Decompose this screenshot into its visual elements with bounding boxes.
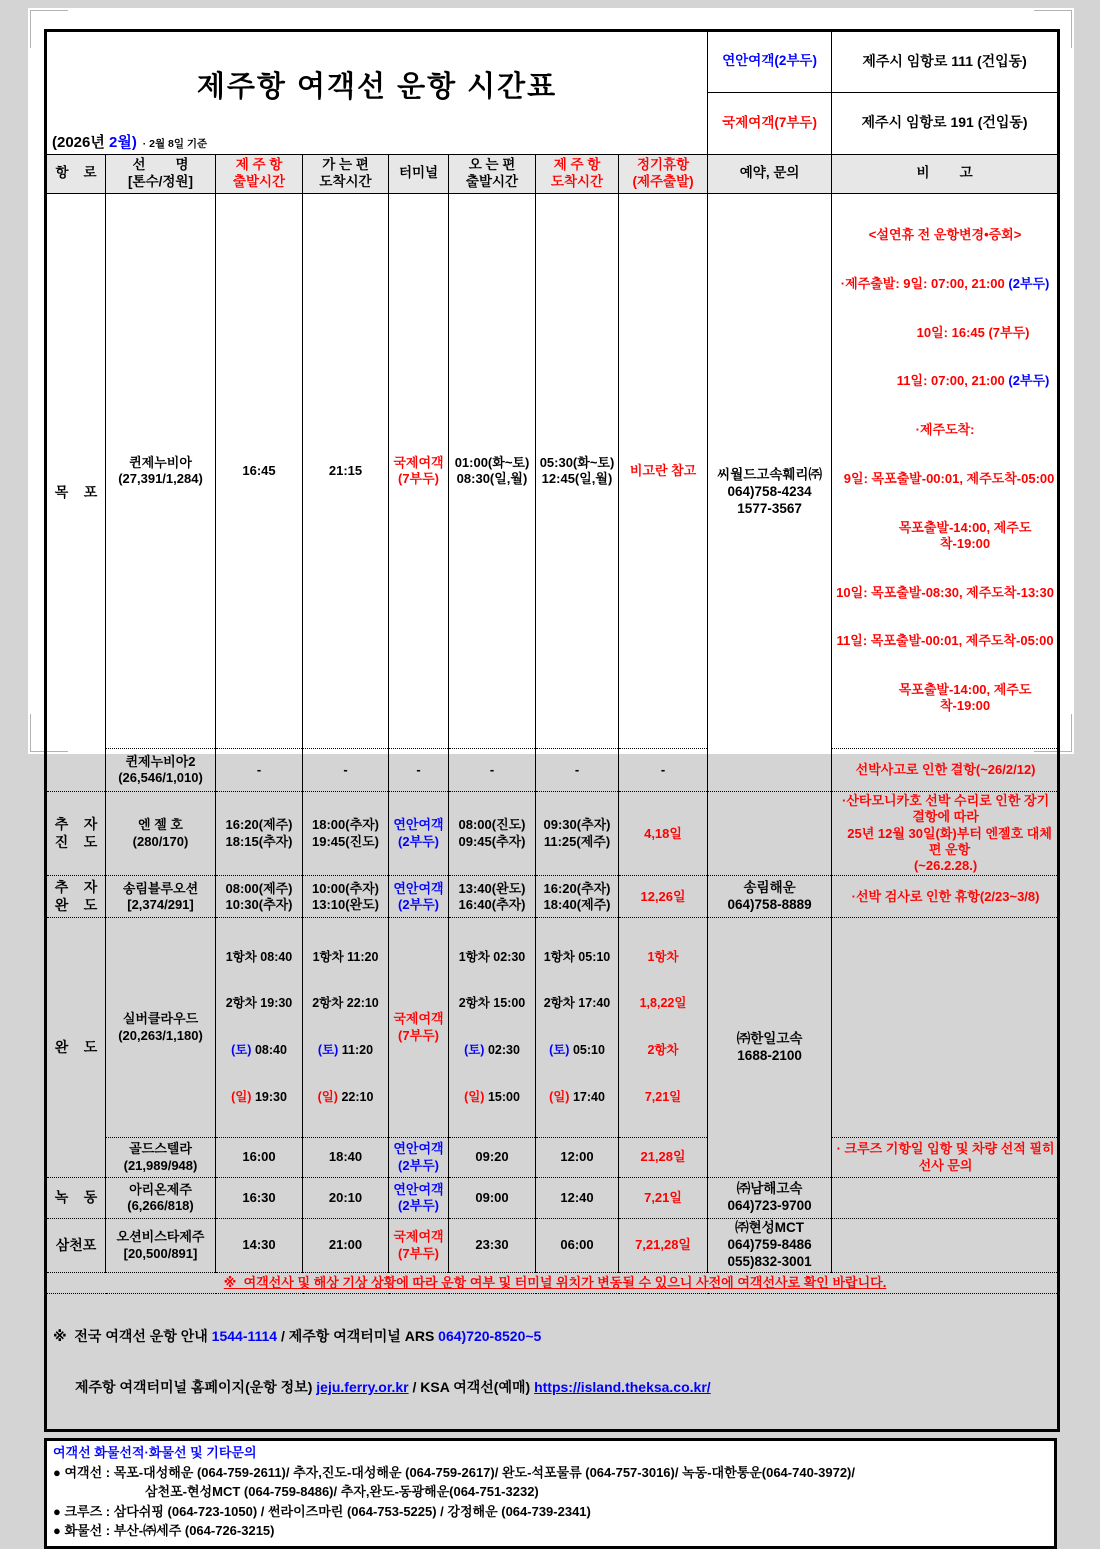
route-line: 추 자 <box>54 879 98 896</box>
ferry-timetable <box>44 29 1060 1432</box>
ship-spec: (6,266/818) <box>127 1198 194 1213</box>
time-line: 1항차 02:30 <box>458 949 526 964</box>
return-dep-time: 23:30 <box>449 1219 536 1273</box>
note-line: ·제주도착: <box>915 422 975 437</box>
note-line: (~26.2.28.) <box>913 858 978 873</box>
time-line: 05:30(화~토) <box>539 454 615 470</box>
col-hol-line2: (제주출발) <box>632 173 694 189</box>
coastal-terminal-address: 제주시 임항로 111 (건입동) <box>832 31 1059 93</box>
note-line <box>835 276 1055 292</box>
terminal-intl <box>389 1219 449 1273</box>
no-sail-days: 21,28일 <box>619 1138 708 1178</box>
terminal-name: 연안여객 <box>393 880 444 896</box>
dep-time: 14:30 <box>216 1219 303 1273</box>
route-nokdong: 녹 동 <box>46 1178 106 1219</box>
col-ship-line1: 선 명 <box>132 156 189 172</box>
time-line <box>449 1090 535 1106</box>
note-songlim: ·선박 검사로 인한 휴항(2/23~3/8) <box>832 876 1059 918</box>
national-info-phone: 1544-1114 <box>211 1327 278 1344</box>
page-title: 제주항 여객선 운항 시간표 <box>196 70 558 103</box>
table-row <box>46 918 1059 1138</box>
ship-name: 송림블루오션 <box>122 880 199 896</box>
day-tag-sat: (토) <box>231 1043 252 1058</box>
time-line: 1항차 11:20 <box>312 949 379 964</box>
table-row <box>46 792 1059 876</box>
route-chuja-jindo <box>46 792 106 876</box>
no-sail-days: 비고란 참고 <box>619 193 708 749</box>
intl-terminal-address: 제주시 임항로 191 (건입동) <box>832 92 1059 154</box>
operator-name: 씨월드고속훼리㈜ <box>717 466 822 482</box>
day-tag-sun: (일) <box>317 1090 338 1105</box>
ship-spec: (26,546/1,010) <box>118 770 203 785</box>
ship-silver-cloud <box>106 918 216 1138</box>
table-row <box>46 1273 1059 1294</box>
contact-songlim <box>708 876 832 918</box>
arr-time <box>303 876 389 918</box>
jeju-arr-time <box>536 193 619 749</box>
time-line: 2항차 19:30 <box>225 996 293 1011</box>
route-samcheonpo: 삼천포 <box>46 1219 106 1273</box>
ship-spec: (280/170) <box>132 833 189 849</box>
col-dep-line2: 출발시간 <box>232 173 286 189</box>
ship-arion-jeju <box>106 1178 216 1219</box>
time-line: 13:10(완도) <box>311 896 380 912</box>
terminal-pier: (2부두) <box>397 833 439 849</box>
dep-time: - <box>216 749 303 792</box>
time-line: 10:00(추자) <box>311 880 380 896</box>
dep-time: 16:45 <box>216 193 303 749</box>
time-value: 22:10 <box>337 1090 374 1105</box>
cargo-inquiry-box <box>44 1438 1057 1549</box>
route-mokpo: 목 포 <box>46 193 106 792</box>
phone-number: 1688-2100 <box>737 1047 802 1063</box>
route-wando: 완 도 <box>46 918 106 1178</box>
dep-time <box>216 918 303 1138</box>
time-line: 08:00(제주) <box>225 880 293 896</box>
time-line: 2항차 15:00 <box>458 996 526 1011</box>
time-value: 17:40 <box>569 1090 605 1105</box>
ars-phone: 064)720-8520~5 <box>438 1327 542 1344</box>
ship-name: 오션비스타제주 <box>116 1229 205 1245</box>
col-arr-line1: 가 는 편 <box>322 156 369 172</box>
time-line: 09:45(추자) <box>458 833 526 849</box>
terminal-name: 연안여객 <box>393 817 444 833</box>
terminal-coastal <box>389 792 449 876</box>
col-contact: 예약, 문의 <box>708 154 832 193</box>
note-line: 10일: 목포출발-08:30, 제주도착-13:30 <box>836 584 1054 600</box>
col-ship-line2: [톤수/정원] <box>128 173 193 189</box>
jeju-arr-time <box>536 792 619 876</box>
no-sail-days <box>619 918 708 1138</box>
day-tag-sat: (토) <box>317 1043 339 1058</box>
terminal-coastal <box>389 1138 449 1178</box>
day-tag-sun: (일) <box>231 1090 252 1105</box>
return-dep-time: 09:00 <box>449 1178 536 1219</box>
time-line <box>303 1043 388 1059</box>
document-page <box>28 8 1074 1539</box>
time-line <box>216 1043 302 1059</box>
cargo-line-passenger: ● 여객선 : 목포-대성해운 (064-759-2611)/ 추자,진도-대성해운 (064-759-2617)/ 완도-석포물류 (064-757-3016)/ 녹동-대한통운(064-740-3972)/ <box>53 1464 855 1480</box>
return-dep-time <box>449 918 536 1138</box>
info-text: ※ 전국 여객선 운항 안내 <box>53 1327 212 1344</box>
arr-time: 21:00 <box>303 1219 389 1273</box>
time-line: 08:00(진도) <box>458 817 526 833</box>
jeju-arr-time: - <box>536 749 619 792</box>
time-line: 16:20(제주) <box>225 817 293 833</box>
time-line: 2항차 17:40 <box>543 996 611 1011</box>
col-ret-line2: 출발시간 <box>465 173 519 189</box>
cargo-line-cruise: ● 크루즈 : 삼다쉬핑 (064-723-1050) / 썬라이즈마린 (064-753-5225) / 강정해운 (064-739-2341) <box>53 1503 591 1519</box>
return-dep-time <box>449 792 536 876</box>
day-tag-sun: (일) <box>464 1090 485 1105</box>
dep-time: 16:30 <box>216 1178 303 1219</box>
col-terminal: 터미널 <box>389 154 449 193</box>
terminal-name: 국제여객 <box>393 454 444 470</box>
col-jeju-departure <box>216 154 303 193</box>
holiday-line: 1항차 <box>647 949 679 964</box>
no-sail-days: 4,18일 <box>619 792 708 876</box>
terminal-name: 국제여객 <box>393 1229 444 1245</box>
note-seg: ·제주출발: 9일: 07:00, 21:00 <box>840 275 1009 291</box>
note-empty <box>832 1178 1059 1219</box>
phone-info-line <box>47 1327 1057 1346</box>
note-seg: (2부두) <box>1008 275 1050 291</box>
ship-songlim <box>106 876 216 918</box>
table-row <box>46 1178 1059 1219</box>
col-ret-line1: 오 는 편 <box>468 156 516 172</box>
phone-number: 064)758-4234 <box>727 483 812 499</box>
terminal-name: 연안여객 <box>393 1141 444 1157</box>
terminal-intl <box>389 918 449 1138</box>
ship-name: 골드스텔라 <box>129 1141 192 1157</box>
title-cell <box>46 31 708 155</box>
note-line: 11일: 목포출발-00:01, 제주도착-05:00 <box>836 633 1054 649</box>
terminal: - <box>389 749 449 792</box>
cargo-box-title: 여객선 화물선적·화물선 및 기타문의 <box>53 1445 257 1461</box>
ship-name: 퀸제누비아 <box>129 454 192 470</box>
terminal-coastal <box>389 1178 449 1219</box>
info-notice <box>46 1294 1059 1431</box>
time-line <box>303 1090 388 1106</box>
cargo-line-passenger2: 삼천포-현성MCT (064-759-8486)/ 추자,완도-동광해운(064-751-3232) <box>145 1484 539 1500</box>
ship-ocean-vista <box>106 1219 216 1273</box>
route-line: 진 도 <box>54 833 98 850</box>
jeju-arr-time: 12:40 <box>536 1178 619 1219</box>
no-sail-days: 12,26일 <box>619 876 708 918</box>
operator-name: ㈜남해고속 <box>736 1181 803 1197</box>
holiday-line: 2항차 <box>647 1043 679 1058</box>
time-line: 16:20(추자) <box>543 880 611 896</box>
note-line: 10일: 16:45 (7부두) <box>916 324 1030 340</box>
cargo-line-freighter: ● 화물선 : 부산-㈜세주 (064-726-3215) <box>53 1523 275 1539</box>
time-value: 11:20 <box>338 1043 374 1058</box>
return-dep-time: 09:20 <box>449 1138 536 1178</box>
holiday-line: 1,8,22일 <box>639 996 687 1011</box>
note-seg: 11일: 07:00, 21:00 <box>896 373 1009 389</box>
note-seg: (2부두) <box>1008 373 1050 389</box>
time-line: 18:00(추자) <box>311 817 380 833</box>
note-line: 9일: 목포출발-00:01, 제주도착-05:00 <box>843 470 1055 486</box>
arr-time <box>303 918 389 1138</box>
col-regular-no-sail <box>619 154 708 193</box>
info-text: / KSA 여객선(예매) <box>408 1378 535 1395</box>
time-line <box>449 1043 535 1059</box>
time-line: 09:30(추자) <box>543 817 611 833</box>
time-line: 1항차 05:10 <box>543 949 611 964</box>
jeju-arr-time <box>536 876 619 918</box>
time-line: 19:45(진도) <box>311 833 380 849</box>
time-line: 12:45(일,월) <box>541 470 613 486</box>
ship-queen-jenuvia <box>106 193 216 749</box>
time-line: 08:30(일,월) <box>456 470 528 486</box>
return-dep-time: - <box>449 749 536 792</box>
col-note: 비 고 <box>832 154 1059 193</box>
operator-name: ㈜현성MCT <box>735 1220 804 1236</box>
dep-time: 16:00 <box>216 1138 303 1178</box>
website-info-line <box>47 1378 1057 1397</box>
holiday-line: 7,21일 <box>644 1090 682 1105</box>
return-dep-time <box>449 876 536 918</box>
arr-time <box>303 792 389 876</box>
note-line <box>835 373 1055 389</box>
terminal-pier: (7부두) <box>397 1245 439 1261</box>
terminal-intl <box>389 193 449 749</box>
table-row <box>46 876 1059 918</box>
terminal-pier: (7부두) <box>397 1027 439 1043</box>
table-row <box>46 193 1059 749</box>
time-value: 05:10 <box>569 1043 605 1058</box>
ship-queen-jenuvia2 <box>106 749 216 792</box>
time-line: 01:00(화~토) <box>454 454 530 470</box>
ship-angel <box>106 792 216 876</box>
ship-spec: [2,374/291] <box>127 896 194 912</box>
terminal-pier: (2부두) <box>397 1198 439 1213</box>
contact-namhae <box>708 1178 832 1219</box>
col-arr-line2: 도착시간 <box>319 173 372 189</box>
date-line <box>52 134 207 153</box>
ksa-booking-link[interactable]: https://island.theksa.co.kr/ <box>534 1378 711 1395</box>
time-line: 2항차 22:10 <box>312 996 379 1011</box>
note-line: 25년 12월 30일(화)부터 엔젤호 대체편 운항 <box>847 825 1052 857</box>
phone-number: 1577-3567 <box>737 500 802 516</box>
col-jarr-line1: 제 주 항 <box>553 156 601 172</box>
time-line: 18:15(추자) <box>225 833 293 849</box>
note-gold-stella: · 크루즈 기항일 입항 및 차량 선적 필히 선사 문의 <box>832 1138 1059 1178</box>
table-row <box>46 1219 1059 1273</box>
ship-gold-stella <box>106 1138 216 1178</box>
operator-name: 송림해운 <box>743 879 796 895</box>
col-dep-line1: 제 주 항 <box>235 156 283 172</box>
ship-spec: [20,500/891] <box>123 1245 198 1261</box>
route-line: 추 자 <box>54 816 98 833</box>
col-inbound-departure <box>449 154 536 193</box>
phone-number: 064)758-8889 <box>727 896 812 912</box>
ship-spec: (21,989/948) <box>123 1157 198 1173</box>
route-line: 완 도 <box>54 896 98 913</box>
time-value: 08:40 <box>251 1043 287 1058</box>
note-line: ·산타모니카호 선박 수리로 인한 장기결항에 따라 <box>842 793 1050 825</box>
info-text: 제주항 여객터미널 홈페이지(운항 정보) <box>75 1378 317 1395</box>
weather-notice: ※ 여객선사 및 해상 기상 상황에 따라 운항 여부 및 터미널 위치가 변동될 수 있으니 사전에 여객선사로 확인 바랍니다. <box>46 1273 1059 1294</box>
time-line <box>216 1090 302 1106</box>
col-outbound-arrival <box>303 154 389 193</box>
contact-seaworld <box>708 193 832 792</box>
no-sail-days: 7,21일 <box>619 1178 708 1219</box>
table-row <box>46 1294 1059 1431</box>
date-month: 2월) <box>109 133 137 151</box>
note-empty <box>832 918 1059 1138</box>
document-content <box>44 29 1058 1549</box>
dep-time <box>216 792 303 876</box>
jeju-arr-time: 12:00 <box>536 1138 619 1178</box>
ship-name: 퀸제누비아2 <box>125 753 196 769</box>
time-line: 16:40(추자) <box>458 896 526 912</box>
arr-time: - <box>303 749 389 792</box>
terminal-pier: (2부두) <box>397 1157 439 1173</box>
time-line: 13:40(완도) <box>458 880 526 896</box>
phone-number: 064)759-8486 <box>727 1237 812 1253</box>
return-dep-time <box>449 193 536 749</box>
col-route: 항 로 <box>46 154 106 193</box>
route-chuja-wando <box>46 876 106 918</box>
table-row <box>46 749 1059 792</box>
col-jarr-line2: 도착시간 <box>550 173 604 189</box>
contact-hanil <box>708 918 832 1178</box>
arr-time: 18:40 <box>303 1138 389 1178</box>
note-empty <box>832 1219 1059 1273</box>
date-year: (2026년 <box>52 133 110 151</box>
ship-spec: (27,391/1,284) <box>118 470 203 486</box>
terminal-pier: (2부두) <box>397 896 439 912</box>
note-line: 목포출발-14:00, 제주도착-19:00 <box>898 519 1032 551</box>
time-value: 19:30 <box>251 1090 287 1105</box>
time-line: 18:40(제주) <box>543 896 611 912</box>
contact-empty <box>708 792 832 876</box>
coastal-terminal-label: 연안여객(2부두) <box>708 31 832 93</box>
time-value: 02:30 <box>484 1043 520 1058</box>
jeju-arr-time <box>536 918 619 1138</box>
note-line: <설연휴 전 운항변경•증회> <box>868 227 1022 242</box>
time-line: 11:25(제주) <box>543 833 611 849</box>
note-mokpo <box>832 193 1059 749</box>
note-line: 목포출발-14:00, 제주도착-19:00 <box>898 682 1032 714</box>
phone-number: 055)832-3001 <box>727 1253 812 1269</box>
day-tag-sat: (토) <box>549 1043 570 1058</box>
ship-name: 실버클라우드 <box>122 1011 199 1027</box>
day-tag-sun: (일) <box>549 1090 570 1105</box>
time-line: 1항차 08:40 <box>225 949 293 964</box>
info-text: / 제주항 여객터미널 ARS <box>277 1327 439 1344</box>
dep-time <box>216 876 303 918</box>
ship-name: 아리온제주 <box>129 1181 192 1197</box>
terminal-website-link[interactable]: jeju.ferry.or.kr <box>316 1378 409 1395</box>
col-hol-line1: 정기휴항 <box>636 156 690 172</box>
time-line <box>536 1043 618 1059</box>
intl-terminal-label: 국제여객(7부두) <box>708 92 832 154</box>
jeju-arr-time: 06:00 <box>536 1219 619 1273</box>
col-jeju-arrival <box>536 154 619 193</box>
operator-name: ㈜한일고속 <box>736 1030 803 1046</box>
arr-time: 21:15 <box>303 193 389 749</box>
terminal-name: 국제여객 <box>393 1011 444 1027</box>
arr-time: 20:10 <box>303 1178 389 1219</box>
terminal-pier: (7부두) <box>397 470 439 486</box>
contact-hyunsung <box>708 1219 832 1273</box>
col-ship <box>106 154 216 193</box>
ship-spec: (20,263/1,180) <box>118 1027 203 1043</box>
time-line: 10:30(추자) <box>225 896 293 912</box>
time-value: 15:00 <box>484 1090 520 1105</box>
no-sail-days: 7,21,28일 <box>619 1219 708 1273</box>
phone-number: 064)723-9700 <box>727 1198 812 1213</box>
note-angel <box>832 792 1059 876</box>
table-row <box>46 1138 1059 1178</box>
time-line <box>536 1090 618 1106</box>
terminal-name: 연안여객 <box>393 1181 444 1197</box>
as-of-note: · 2월 8일 기준 <box>136 137 208 150</box>
ship-name: 엔 젤 호 <box>138 817 183 833</box>
terminal-coastal <box>389 876 449 918</box>
note-queen2: 선박사고로 인한 결항(~26/2/12) <box>832 749 1059 792</box>
day-tag-sat: (토) <box>464 1043 485 1058</box>
no-sail-days: - <box>619 749 708 792</box>
